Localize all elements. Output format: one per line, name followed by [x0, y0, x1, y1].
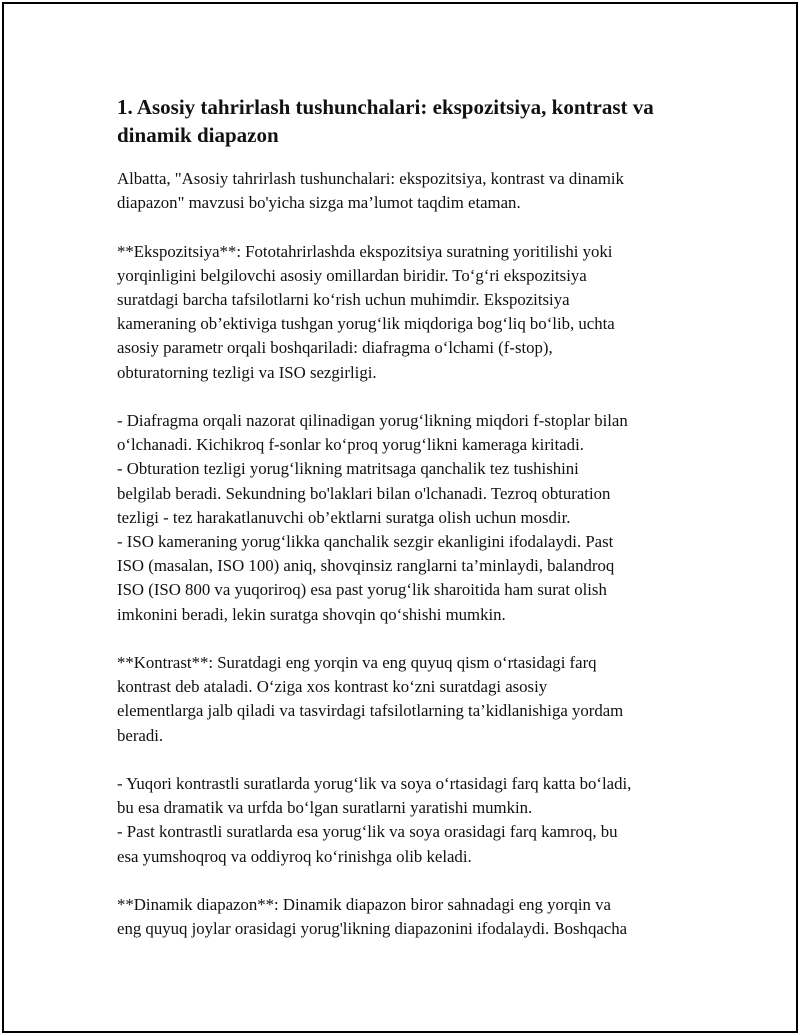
section-heading: [117, 93, 697, 149]
text-line: ISO (ISO 800 va yuqoriroq) esa past yorug‘lik sharoitida ham surat olish: [117, 580, 607, 600]
text-line: beradi.: [117, 725, 164, 745]
exposure-paragraph: [117, 240, 697, 385]
intro-paragraph: [117, 167, 697, 215]
text-line: - Past kontrastli suratlarda esa yorug‘lik va soya orasidagi farq kamroq, bu: [117, 822, 618, 842]
text-line: kameraning ob’ektiviga tushgan yorug‘lik miqdoriga bog‘liq bo‘lib, uchta: [117, 314, 615, 334]
text-line: diapazon" mavzusi bo'yicha sizga ma’lumot taqdim etaman.: [117, 193, 521, 213]
exposure-details-list: [117, 409, 697, 627]
text-line: - ISO kameraning yorug‘likka qanchalik sezgir ekanligini ifodalaydi. Past: [117, 532, 614, 552]
text-line: - Obturation tezligi yorug‘likning matritsaga qanchalik tez tushishini: [117, 459, 579, 479]
text-line: ISO (masalan, ISO 100) aniq, shovqinsiz ranglarni ta’minlaydi, balandroq: [117, 556, 615, 576]
text-line: belgilab beradi. Sekundning bo'laklari bilan o'lchanadi. Tezroq obturation: [117, 483, 611, 503]
dynamic-range-paragraph: [117, 893, 697, 941]
text-line: elementlarga jalb qiladi va tasvirdagi tafsilotlarning ta’kidlanishiga yordam: [117, 701, 624, 721]
text-line: yorqinligini belgilovchi asosiy omillardan biridir. To‘g‘ri ekspozitsiya: [117, 265, 587, 285]
text-line: tezligi - tez harakatlanuvchi ob’ektlarni suratga olish uchun mosdir.: [117, 507, 571, 527]
heading-line: dinamik diapazon: [117, 123, 279, 147]
text-line: imkonini beradi, lekin suratga shovqin qo‘shishi mumkin.: [117, 604, 506, 624]
text-line: - Yuqori kontrastli suratlarda yorug‘lik va soya o‘rtasidagi farq katta bo‘ladi,: [117, 774, 632, 794]
contrast-details-list: [117, 772, 697, 869]
text-line: bu esa dramatik va urfda bo‘lgan suratlarni yaratishi mumkin.: [117, 798, 533, 818]
text-line: suratdagi barcha tafsilotlarni ko‘rish uchun muhimdir. Ekspozitsiya: [117, 290, 570, 309]
text-line: asosiy parametr orqali boshqariladi: diafragma o‘lchami (f-stop),: [117, 338, 553, 358]
text-line: **Kontrast**: Suratdagi eng yorqin va eng quyuq qism o‘rtasidagi farq: [117, 653, 597, 673]
heading-line: 1. Asosiy tahrirlash tushunchalari: ekspozitsiya, kontrast va: [117, 95, 654, 119]
text-line: obturatorning tezligi va ISO sezgirligi.: [117, 362, 377, 382]
text-line: **Ekspozitsiya**: Fototahrirlashda ekspozitsiya suratning yoritilishi yoki: [117, 241, 613, 261]
text-line: eng quyuq joylar orasidagi yorug'likning diapazonini ifodalaydi. Boshqacha: [117, 919, 628, 939]
text-line: kontrast deb ataladi. O‘ziga xos kontrast ko‘zni suratdagi asosiy: [117, 677, 548, 697]
contrast-paragraph: [117, 651, 697, 748]
document-body: [117, 93, 697, 966]
text-line: **Dinamik diapazon**: Dinamik diapazon biror sahnadagi eng yorqin va: [117, 895, 611, 915]
text-line: Albatta, "Asosiy tahrirlash tushunchalari: ekspozitsiya, kontrast va dinamik: [117, 169, 624, 188]
text-line: esa yumshoqroq va oddiyroq ko‘rinishga olib keladi.: [117, 846, 472, 866]
text-line: - Diafragma orqali nazorat qilinadigan yorug‘likning miqdori f-stoplar bilan: [117, 411, 628, 430]
text-line: o‘lchanadi. Kichikroq f-sonlar ko‘proq yorug‘likni kameraga kiritadi.: [117, 435, 584, 455]
